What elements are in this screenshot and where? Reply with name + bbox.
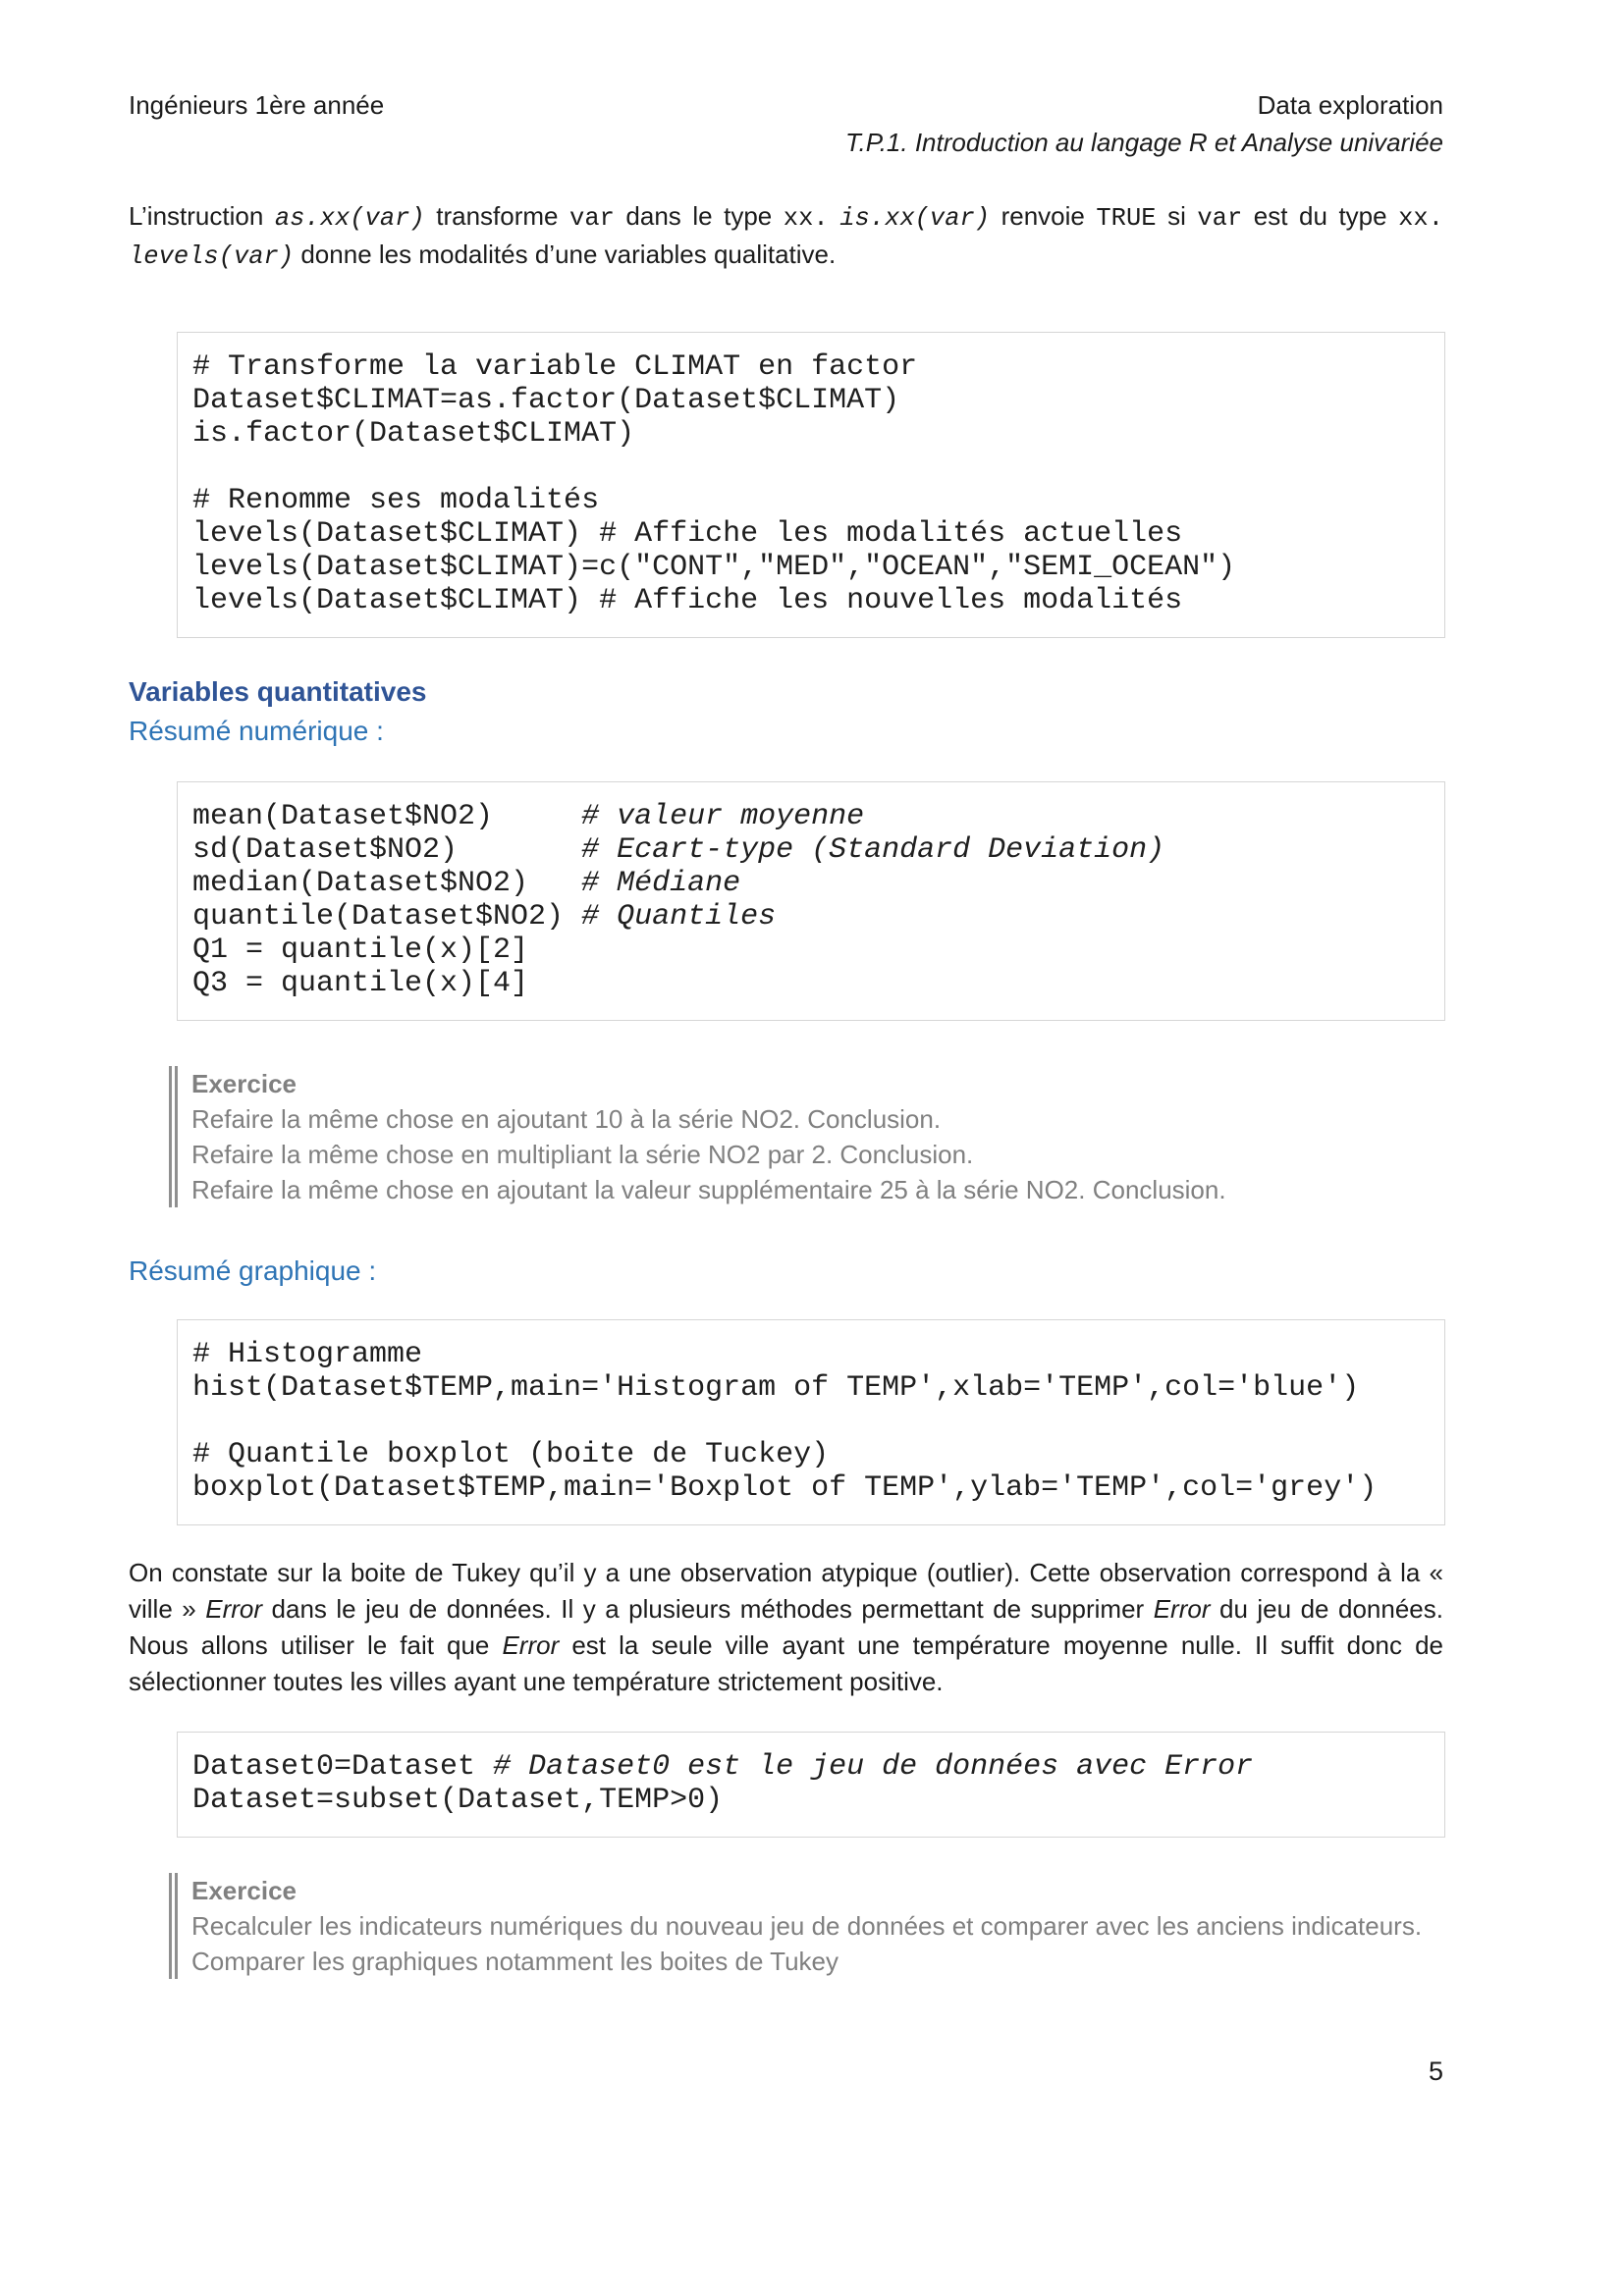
text-run: xx. (783, 204, 829, 233)
exercise-line: Refaire la même chose en multipliant la série NO2 par 2. Conclusion. (191, 1140, 974, 1169)
exercise-line: Recalculer les indicateurs numériques du nouveau jeu de données et comparer avec les anciens indicateurs. (191, 1911, 1423, 1941)
code-text: # Histogramme (192, 1338, 423, 1371)
code-text: Dataset$CLIMAT=as.factor(Dataset$CLIMAT) (192, 384, 900, 417)
code-line (192, 551, 1430, 584)
code-text: mean(Dataset$NO2) (192, 800, 582, 833)
text-run (829, 201, 840, 231)
code-line (192, 967, 1430, 1000)
text-run: TRUE (1096, 204, 1157, 233)
code-line (192, 451, 1430, 484)
text-run: dans le jeu de données. Il y a plusieurs méthodes permettant de supprimer (262, 1594, 1154, 1624)
code-line (192, 1405, 1430, 1438)
code-block-numeric-summary (177, 781, 1445, 1021)
code-text: Q1 = quantile(x)[2] (192, 934, 529, 967)
code-text: hist(Dataset$TEMP,main='Histogram of TEMP',xlab='TEMP',col='blue') (192, 1371, 1360, 1405)
code-line (192, 900, 1430, 934)
code-text: boxplot(Dataset$TEMP,main='Boxplot of TEMP',ylab='TEMP',col='grey') (192, 1471, 1378, 1505)
text-run: Error (502, 1630, 560, 1660)
code-comment: # valeur moyenne (581, 800, 865, 833)
text-run: as.xx(var) (274, 204, 425, 233)
code-line (192, 1338, 1430, 1371)
code-comment: # Ecart-type (Standard Deviation) (581, 833, 1165, 867)
subheading-resume-graphique: Résumé graphique : (129, 1255, 377, 1286)
code-line (192, 417, 1430, 451)
intro-paragraph (129, 198, 1443, 275)
code-line (192, 800, 1430, 833)
text-run: du jeu de données. Nous allons utiliser le fait que (129, 1594, 1443, 1660)
section-heading-variables-quantitatives: Variables quantitatives (129, 676, 427, 707)
page-number: 5 (1428, 2056, 1443, 2086)
code-line (192, 517, 1430, 551)
page-header (129, 88, 1443, 159)
code-line (192, 1750, 1430, 1784)
code-block-climat-factor (177, 332, 1445, 638)
text-run: si (1156, 201, 1198, 231)
code-text: Q3 = quantile(x)[4] (192, 967, 529, 1000)
text-run: est du type (1242, 201, 1399, 231)
text-run: On constate sur la boite de Tukey qu’il y a une observation atypique (outlier). Cette observation correspond à la « ville » (129, 1558, 1443, 1624)
code-block-graphic-summary (177, 1319, 1445, 1525)
text-run: xx. (1398, 204, 1443, 233)
text-run: L’instruction (129, 201, 275, 231)
exercise-lines (191, 1908, 1443, 1979)
header-right-block (845, 88, 1443, 159)
code-line (192, 584, 1430, 617)
exercise-line: Comparer les graphiques notamment les boites de Tukey (191, 1947, 839, 1976)
text-run: Error (1153, 1594, 1211, 1624)
header-course-label: Ingénieurs 1ère année (129, 90, 385, 120)
exercise-line: Refaire la même chose en ajoutant 10 à la série NO2. Conclusion. (191, 1104, 942, 1134)
code-text: levels(Dataset$CLIMAT) # Affiche les modalités actuelles (192, 517, 1183, 551)
code-line (192, 484, 1430, 517)
code-line (192, 1371, 1430, 1405)
text-run: dans le type (614, 201, 784, 231)
text-run: is.xx(var) (839, 204, 991, 233)
exercise-lines (191, 1101, 1443, 1207)
code-line (192, 833, 1430, 867)
code-text: sd(Dataset$NO2) (192, 833, 582, 867)
code-line (192, 350, 1430, 384)
code-line (192, 1438, 1430, 1471)
code-text: # Renomme ses modalités (192, 484, 600, 517)
code-comment: # Quantiles (581, 900, 777, 934)
text-run: levels(var) (129, 242, 295, 271)
code-comment: # Médiane (581, 867, 741, 900)
exercise-title: Exercice (191, 1876, 297, 1905)
outlier-paragraph (129, 1555, 1443, 1700)
code-text: is.factor(Dataset$CLIMAT) (192, 417, 635, 451)
code-comment: # Dataset0 est le jeu de données avec Error (493, 1750, 1254, 1784)
code-text: # Quantile boxplot (boite de Tuckey) (192, 1438, 830, 1471)
text-run: var (569, 204, 615, 233)
code-line (192, 1471, 1430, 1505)
exercise-block-2 (169, 1873, 1443, 1979)
text-run: var (1197, 204, 1243, 233)
code-text: # Transforme la variable CLIMAT en factor (192, 350, 918, 384)
code-block-subset-error (177, 1732, 1445, 1838)
subheading-resume-numerique: Résumé numérique : (129, 716, 384, 746)
code-line (192, 384, 1430, 417)
code-text: median(Dataset$NO2) (192, 867, 582, 900)
header-title: Data exploration (1257, 90, 1443, 120)
text-run: est la seule ville ayant une température moyenne nulle. Il suffit donc de sélectionner toutes les villes ayant une température strictement positive. (129, 1630, 1443, 1696)
header-subtitle: T.P.1. Introduction au langage R et Analyse univariée (844, 128, 1443, 157)
text-run: renvoie (990, 201, 1097, 231)
code-text: Dataset=subset(Dataset,TEMP>0) (192, 1784, 724, 1817)
exercise-line: Refaire la même chose en ajoutant la valeur supplémentaire 25 à la série NO2. Conclusion. (191, 1175, 1226, 1204)
code-line (192, 867, 1430, 900)
code-text: Dataset0=Dataset (192, 1750, 494, 1784)
code-line (192, 1784, 1430, 1817)
text-run: donne les modalités d’une variables qualitative. (294, 240, 837, 269)
code-text: quantile(Dataset$NO2) (192, 900, 582, 934)
code-line (192, 934, 1430, 967)
code-text: levels(Dataset$CLIMAT) # Affiche les nouvelles modalités (192, 584, 1183, 617)
code-text: levels(Dataset$CLIMAT)=c("CONT","MED","OCEAN","SEMI_OCEAN") (192, 551, 1236, 584)
text-run: transforme (424, 201, 570, 231)
text-run: Error (205, 1594, 263, 1624)
exercise-title: Exercice (191, 1069, 297, 1098)
exercise-block-1 (169, 1066, 1443, 1207)
